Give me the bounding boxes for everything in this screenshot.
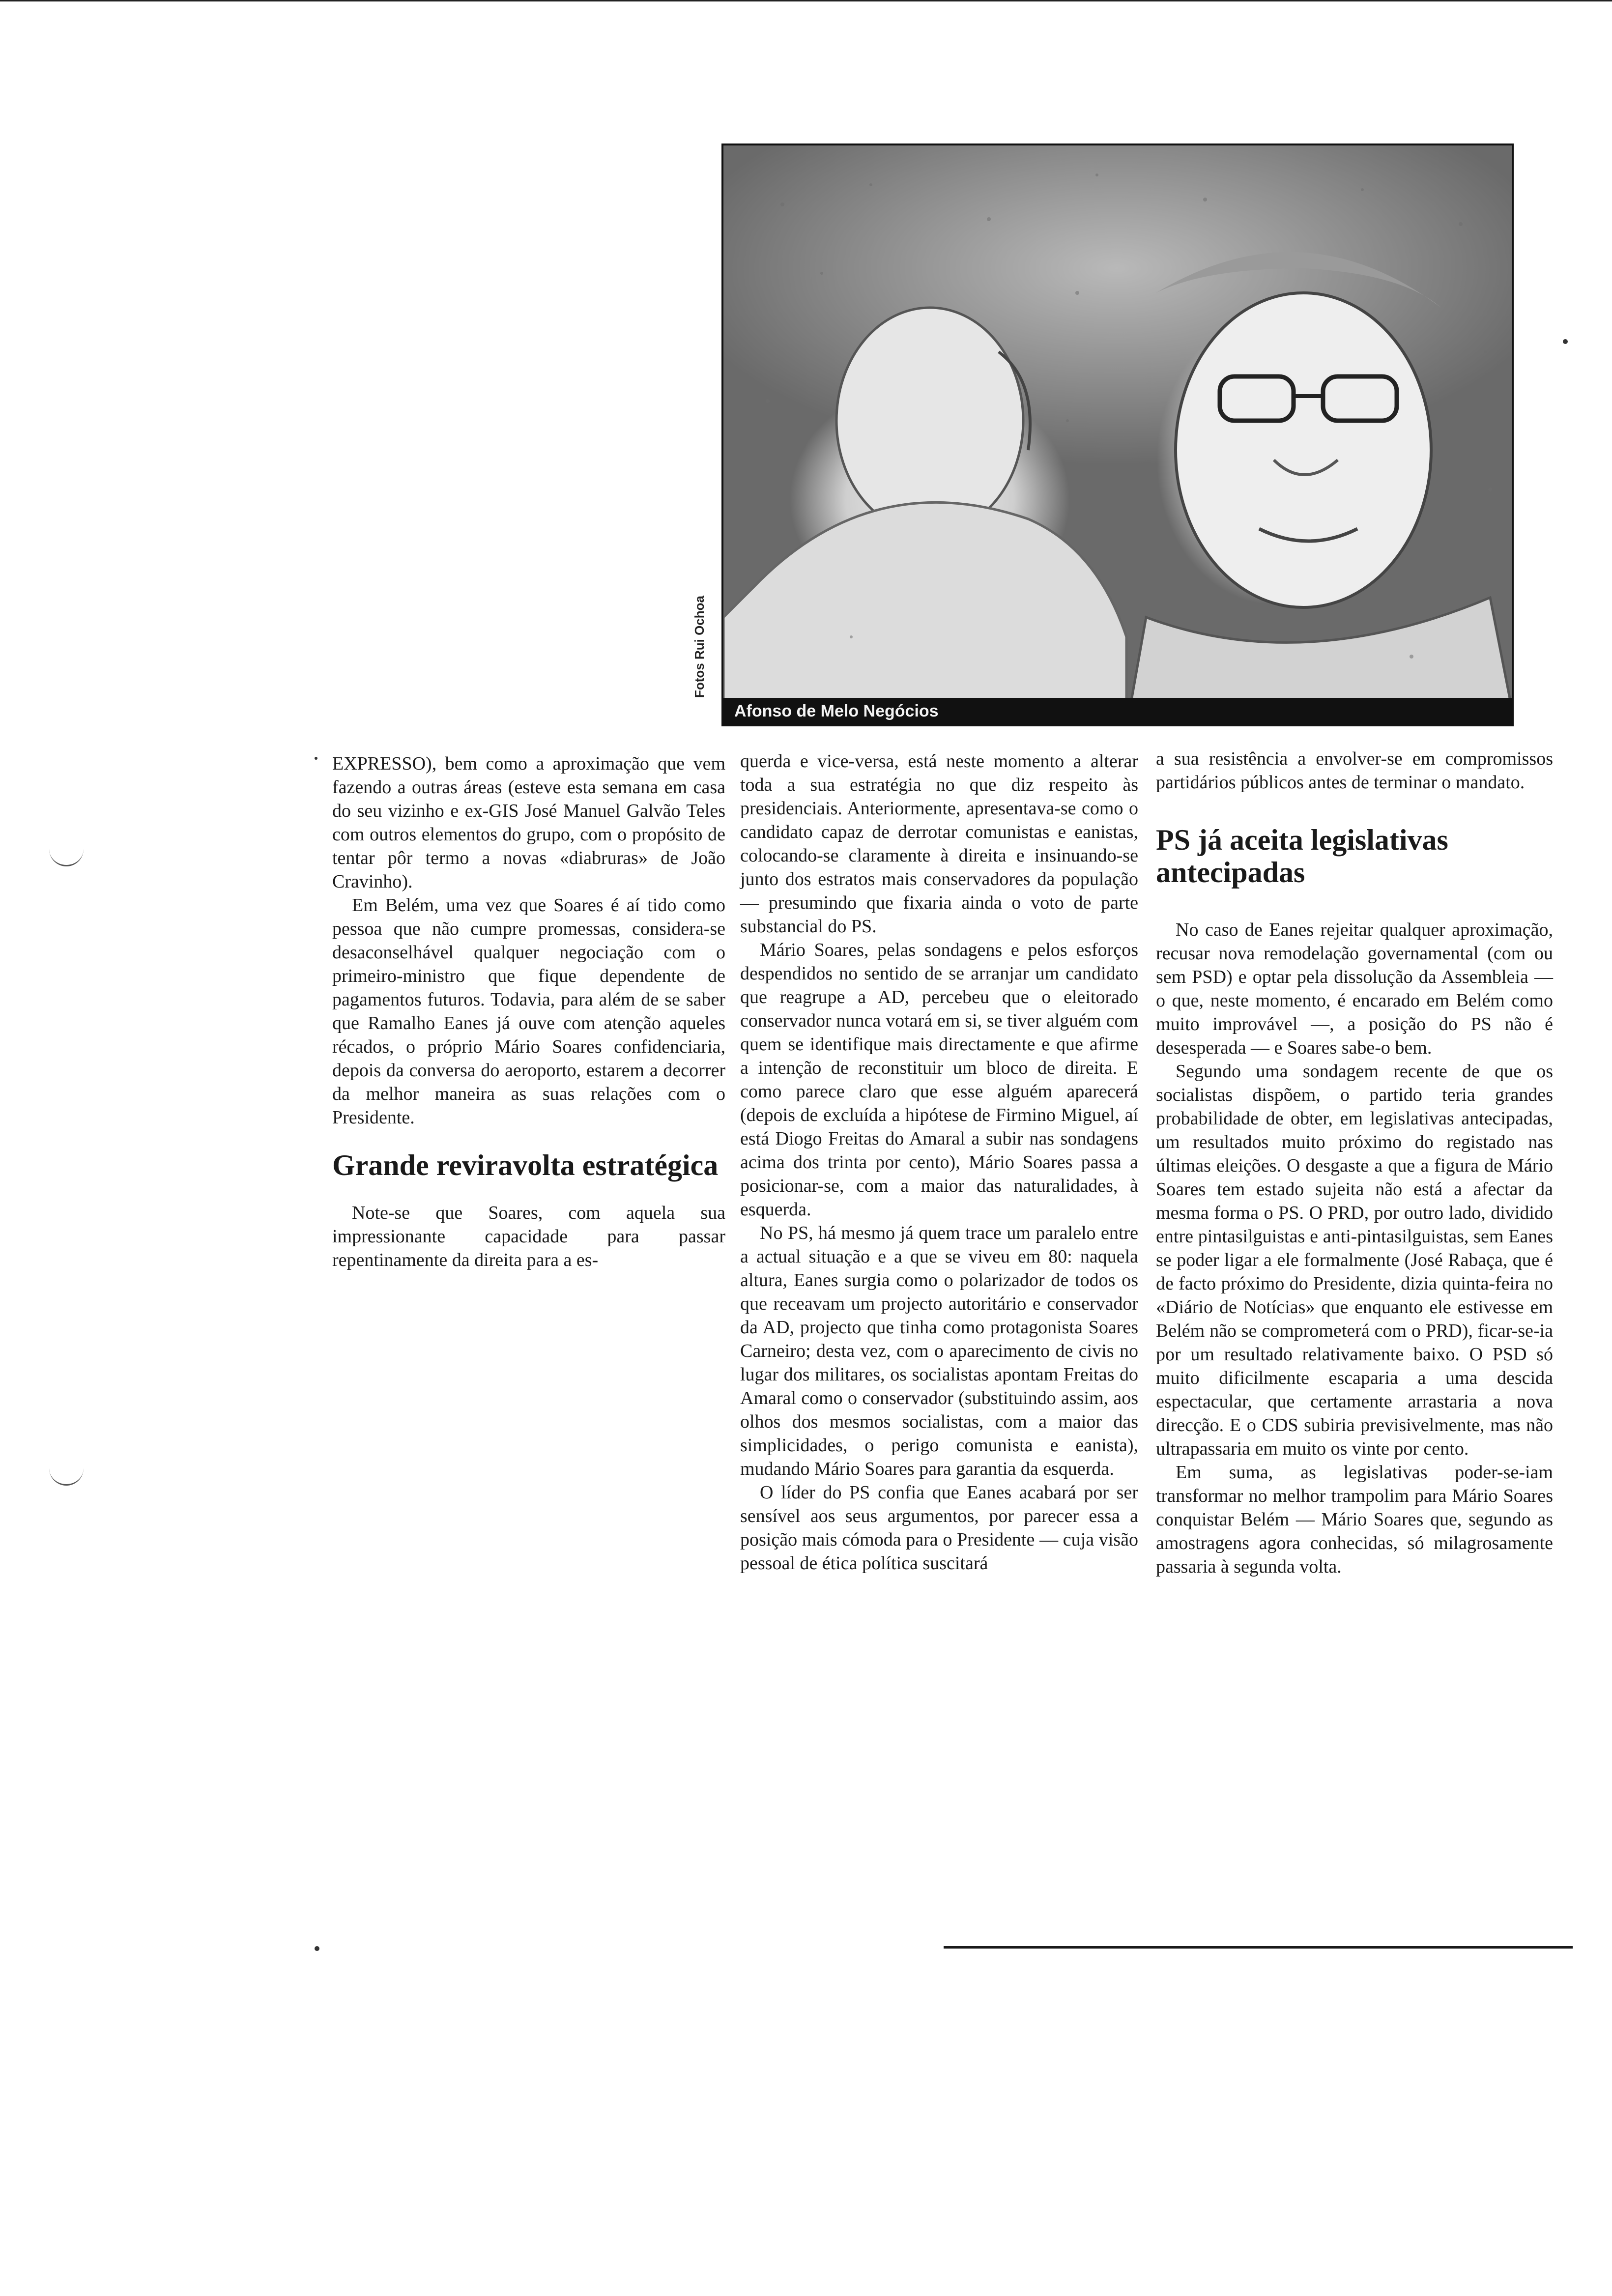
col1-paragraph: Note-se que Soares, com aquela sua impressionante capacidade para passar repentinamente da direita para a es- — [332, 1203, 725, 1270]
scan-speck — [315, 1946, 319, 1951]
photo-caption: Afonso de Melo Negócios — [723, 698, 1512, 724]
end-rule — [944, 1946, 1573, 1949]
scan-artifact — [49, 845, 84, 866]
article-column-2 — [740, 749, 1138, 1575]
top-rule — [0, 0, 1612, 1]
article-column-3 — [1156, 747, 1553, 1578]
col2-paragraph: O líder do PS confia que Eanes acabará por ser sensível aos seus argumentos, por parecer essa a posição mais cómoda para o Presidente — cuja visão pessoal de ética política suscitará — [740, 1482, 1138, 1574]
col3-paragraph: a sua resistência a envolver-se em compromissos partidários públicos antes de terminar o mandato. — [1156, 748, 1553, 793]
scan-speck — [1563, 339, 1568, 344]
photo-illustration — [723, 145, 1514, 726]
col2-paragraph: Mário Soares, pelas sondagens e pelos esforços despendidos no sentido de se arranjar um candidato que reagrupe a AD, percebeu que o eleitorado conservador nunca votará em si, se tiver alguém com quem se identifique mais directamente e que afirme a intenção de reconstituir um bloco de direita. E como parece claro que esse alguém aparecerá (depois de excluída a hipótese de Firmino Miguel, aí está Diogo Freitas do Amaral a subir nas sondagens acima dos trinta por cento), Mário Soares passa a posicionar-se, com a maior das naturalidades, à esquerda. — [740, 940, 1138, 1220]
article-column-1 — [332, 752, 725, 1272]
col3-paragraph: Em suma, as legislativas poder-se-iam transformar no melhor trampolim para Mário Soares conquistar Belém — Mário Soares que, segundo as amostragens agora conhecidas, só milagrosamente passaria à segunda volta. — [1156, 1462, 1553, 1577]
scan-speck — [315, 757, 317, 760]
news-photo — [721, 144, 1514, 726]
col2-paragraph: No PS, há mesmo já quem trace um paralelo entre a actual situação e a que se viveu em 80: naquela altura, Eanes surgia como o polarizador de todos os que receavam um projecto autoritário e conservador da AD, projecto que tinha como protagonista Soares Carneiro; desta vez, com o aparecimento de civis no lugar dos militares, os socialistas apontam Freitas do Amaral como o conservador (substituindo assim, aos olhos dos mesmos socialistas, com a maior das simplicidades, o perigo comunista e eanista), mudando Mário Soares para garantia da esquerda. — [740, 1223, 1138, 1479]
col1-paragraph: EXPRESSO), bem como a aproximação que vem fazendo a outras áreas (esteve esta semana em casa do seu vizinho e ex-GIS José Manuel Galvão Teles com outros elementos do grupo, com o propósito de tentar pôr termo a novas «diabruras» de João Cravinho). — [332, 753, 725, 892]
col3-paragraph: No caso de Eanes rejeitar qualquer aproximação, recusar nova remodelação governamental (com ou sem PSD) e optar pela dissolução da Assembleia — o que, neste momento, é encarado em Belém como muito improvável —, a posição do PS não é desesperada — e Soares sabe-o bem. — [1156, 919, 1553, 1058]
col1-paragraph: Em Belém, uma vez que Soares é aí tido como pessoa que não cumpre promessas, considera-se desaconselhável qualquer negociação com o primeiro-ministro que fique dependente de pagamentos futuros. Todavia, para além de se saber que Ramalho Eanes já ouve com atenção aqueles récados, o próprio Mário Soares confidenciaria, depois da conversa do aeroporto, estarem a decorrer da melhor maneira as suas relações com o Presidente. — [332, 895, 725, 1128]
photo-credit: Fotos Rui Ochoa — [692, 596, 707, 698]
col2-paragraph: querda e vice-versa, está neste momento a alterar toda a sua estratégia no que diz respeito às presidenciais. Anteriormente, apresentava-se como o candidato capaz de derrotar comunistas e eanistas, colocando-se claramente à direita e insinuando-se junto dos estratos mais conservadores da população — presumindo que fixaria ainda o voto de parte substancial do PS. — [740, 751, 1138, 937]
section-heading: Grande reviravolta estratégica — [332, 1149, 719, 1181]
scan-artifact — [49, 1464, 84, 1486]
col3-paragraph: Segundo uma sondagem recente de que os socialistas dispõem, o partido teria grandes probabilidade de obter, em legislativas antecipadas, um resultados muito próximo do registado nas últimas eleições. O desgaste a que a figura de Mário Soares tem estado sujeita não está a afectar da mesma forma o PS. O PRD, por outro lado, dividido entre pintasilguistas e anti-pintasilguistas, sem Eanes se poder ligar a ele formalmente (José Rabaça, que é de facto próximo do Presidente, dizia quinta-feira no «Diário de Notícias» que enquanto ele estivesse em Belém não se comprometerá com o PRD), ficar-se-ia por um resultado relativamente baixo. O PSD só muito dificilmente escaparia a uma descida espectacular, que certamente arrastaria a nova direcção. E o CDS subiria previsivelmente, mas não ultrapassaria em muito os vinte por cento. — [1156, 1061, 1553, 1459]
section-heading: PS já aceita legislativas antecipadas — [1156, 824, 1448, 889]
